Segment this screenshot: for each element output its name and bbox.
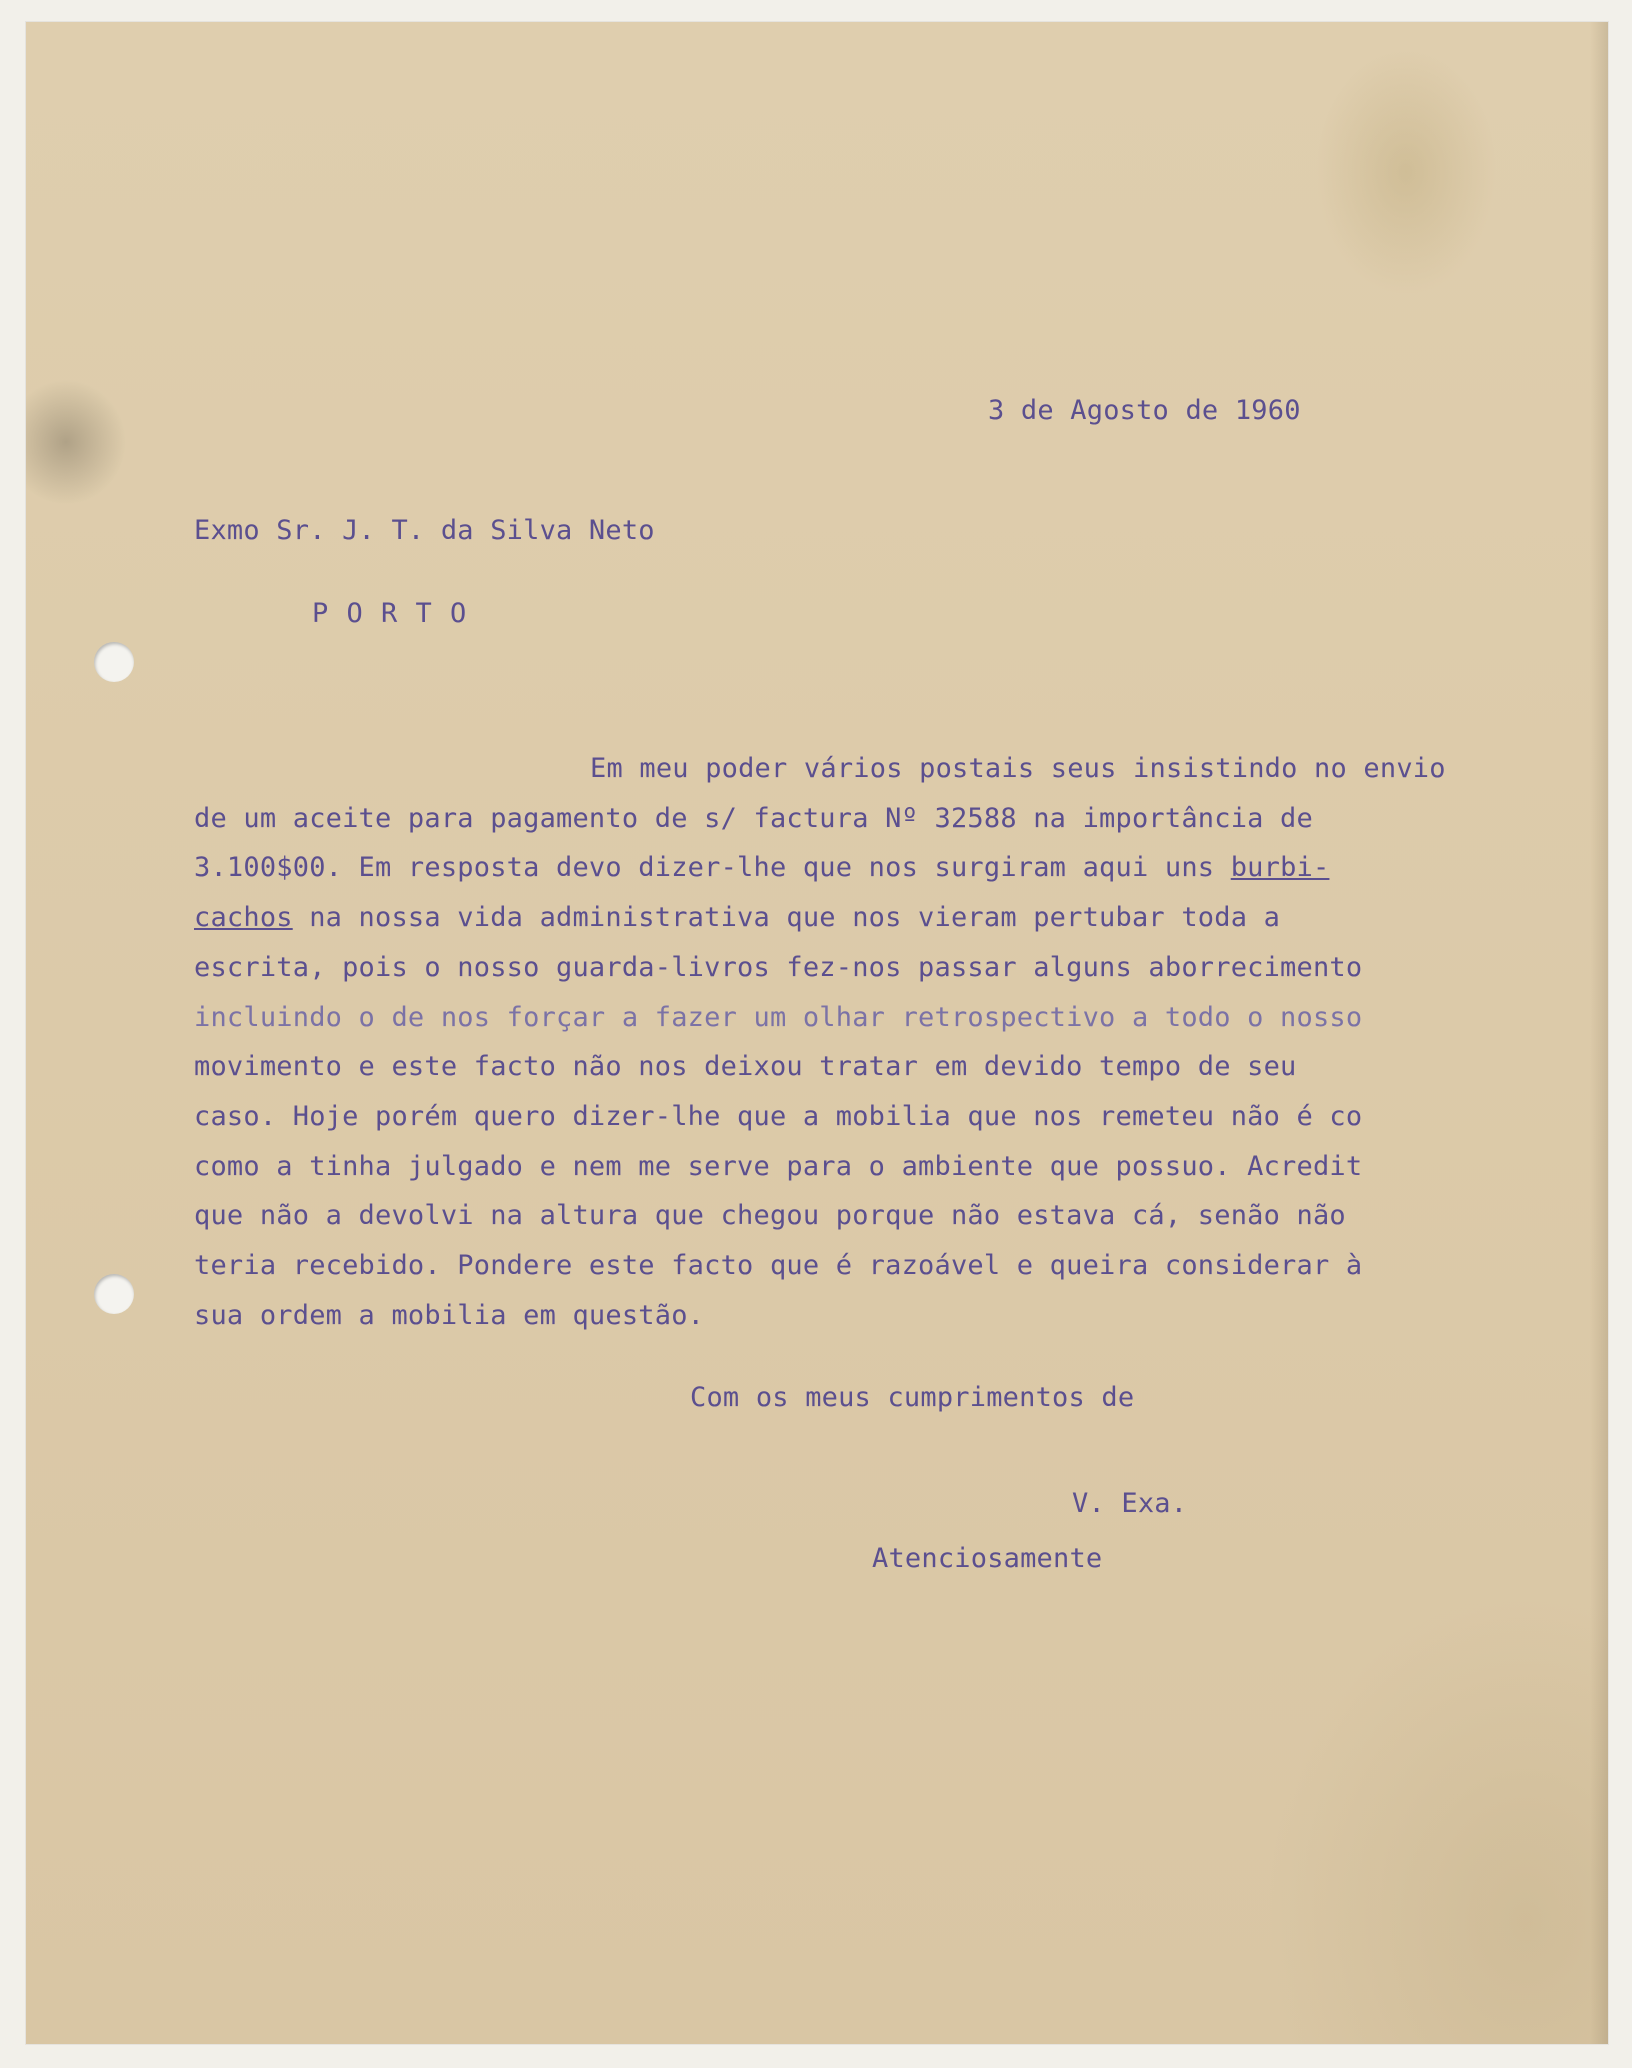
- letter-page: [26, 22, 1608, 2044]
- body-line-8: caso. Hoje porém quero dizer-lhe que a mobilia que nos remeteu não é co: [194, 1100, 1363, 1132]
- underlined-word-start: burbi-: [1230, 852, 1330, 884]
- body-line-11: teria recebido. Pondere este facto que é razoável e queira considerar à: [194, 1250, 1363, 1282]
- body-line-4-text: na nossa vida administrativa que nos vieram pertubar toda a: [292, 902, 1281, 934]
- body-line-9: como a tinha julgado e nem me serve para o ambiente que possuo. Acredit: [194, 1150, 1363, 1182]
- salutation: V. Exa.: [1072, 1488, 1188, 1519]
- addressee-city: P O R T O: [312, 598, 468, 629]
- punch-hole-bottom: [94, 1274, 134, 1314]
- sign-off: Atenciosamente: [872, 1543, 1103, 1574]
- underlined-word-end: cachos: [194, 902, 293, 934]
- letter-body: [194, 744, 1624, 1340]
- body-line-3-text: 3.100$00. Em resposta devo dizer-lhe que nos surgiram aqui uns: [194, 852, 1231, 884]
- body-line-6: incluindo o de nos forçar a fazer um olhar retrospectivo a todo o nosso: [194, 1001, 1363, 1033]
- body-line-5: escrita, pois o nosso guarda-livros fez-nos passar alguns aborrecimento: [194, 951, 1363, 983]
- closing-phrase: Com os meus cumprimentos de: [690, 1382, 1135, 1413]
- body-line-10: que não a devolvi na altura que chegou porque não estava cá, senão não: [194, 1200, 1346, 1232]
- addressee-name: Exmo Sr. J. T. da Silva Neto: [194, 515, 655, 546]
- body-line-3: [194, 843, 1624, 893]
- body-line-2: de um aceite para pagamento de s/ factura Nº 32588 na importância de: [194, 802, 1313, 834]
- body-line-7: movimento e este facto não nos deixou tratar em devido tempo de seu: [194, 1051, 1297, 1083]
- body-line-4: [194, 893, 1624, 943]
- letter-date: 3 de Agosto de 1960: [988, 395, 1301, 426]
- body-line-12: sua ordem a mobilia em questão.: [194, 1299, 705, 1331]
- punch-hole-top: [94, 642, 134, 682]
- body-line-1: Em meu poder vários postais seus insistindo no envio: [590, 753, 1446, 784]
